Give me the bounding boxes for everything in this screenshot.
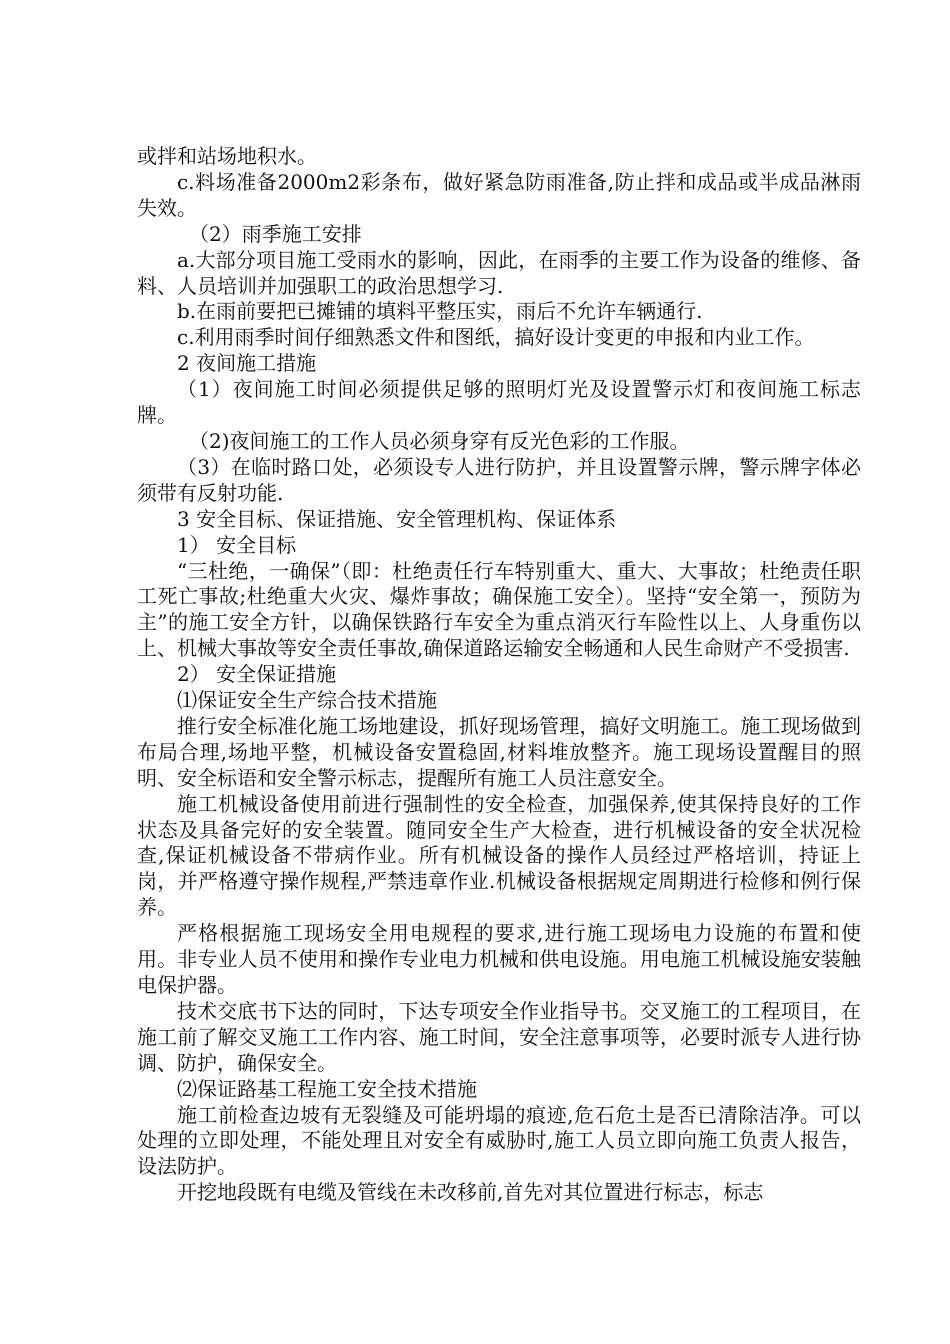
paragraph-9: （2)夜间施工的工作人员必须身穿有反光色彩的工作服。	[189, 428, 690, 453]
paragraph-17: 施工机械设备使用前进行强制性的安全检查，加强保养,使其保持良好的工作状态及具备完好的安全装置。随同安全生产大检查，进行机械设备的安全状况检查,保证机械设备不带病作业。所有机械设备的操作人员经过严格培训，持证上岗，并严格遵守操作规程,严禁违章作业.机械设备根据规定周期进行检修和例行保养。	[137, 791, 861, 920]
paragraph-18: 严格根据施工现场安全用电规程的要求,进行施工现场电力设施的布置和使用。非专业人员不使用和操作专业电力机械和供电设施。用电施工机械设施安装触电保护器。	[137, 921, 861, 997]
subsection-heading-technical-measures: ⑴保证安全生产综合技术措施	[177, 688, 437, 713]
section-heading-rainy-season: （2）雨季施工安排	[189, 221, 362, 246]
paragraph-4: a.大部分项目施工受雨水的影响，因此，在雨季的主要工作为设备的维修、备料、人员培训并加强职工的政治思想学习.	[137, 247, 861, 298]
subsection-heading-safety-goal: 1） 安全目标	[177, 532, 297, 557]
paragraph-10: （3）在临时路口处，必须设专人进行防护，并且设置警示牌，警示牌字体必须带有反射功能.	[137, 454, 861, 505]
paragraph-21: 施工前检查边坡有无裂缝及可能坍塌的痕迹,危石危土是否已清除洁净。可以处理的立即处理，不能处理且对安全有威胁时,施工人员立即向施工负责人报告，设法防护。	[137, 1102, 861, 1179]
paragraph-16: 推行安全标准化施工场地建设，抓好现场管理，搞好文明施工。施工现场做到布局合理,场地平整，机械设备安置稳固,材料堆放整齐。施工现场设置醒目的照明、安全标语和安全警示标志，提醒所有施工人员注意安全。	[137, 713, 861, 790]
paragraph-22: 开挖地段既有电缆及管线在未改移前,首先对其位置进行标志，标志	[177, 1180, 764, 1205]
paragraph-1: 或拌和站场地积水。	[137, 144, 317, 168]
subsection-heading-roadbed-measures: ⑵保证路基工程施工安全技术措施	[177, 1076, 477, 1101]
paragraph-8: （1）夜间施工时间必须提供足够的照明灯光及设置警示灯和夜间施工标志牌。	[137, 377, 861, 428]
section-heading-safety: 3 安全目标、保证措施、安全管理机构、保证体系	[177, 506, 617, 531]
paragraph-13: “三杜绝，一确保”（即：杜绝责任行车特别重大、重大、大事故；杜绝责任职工死亡事故;杜绝重大火灾、爆炸事故；确保施工安全）。坚持“安全第一，预防为主”的施工安全方针，以确保铁路行车安全为重点消灭行车险性以上、人身重伤以上、机械大事故等安全责任事故,确保道路运输安全畅通和人民生命财产不受损害.	[137, 558, 861, 661]
section-heading-night-work: 2 夜间施工措施	[177, 351, 317, 376]
paragraph-2: c.料场准备2000m2彩条布，做好紧急防雨准备,防止拌和成品或半成品淋雨失效。	[137, 169, 861, 220]
paragraph-5: b.在雨前要把已摊铺的填料平整压实，雨后不允许车辆通行.	[177, 299, 703, 324]
document-page	[137, 144, 861, 1206]
paragraph-19: 技术交底书下达的同时，下达专项安全作业指导书。交叉施工的工程项目，在施工前了解交叉施工工作内容、施工时间，安全注意事项等，必要时派专人进行协调、防护，确保安全。	[137, 998, 861, 1075]
subsection-heading-safety-measures: 2） 安全保证措施	[177, 662, 337, 687]
paragraph-6: c.利用雨季时间仔细熟悉文件和图纸，搞好设计变更的申报和内业工作。	[177, 325, 815, 350]
